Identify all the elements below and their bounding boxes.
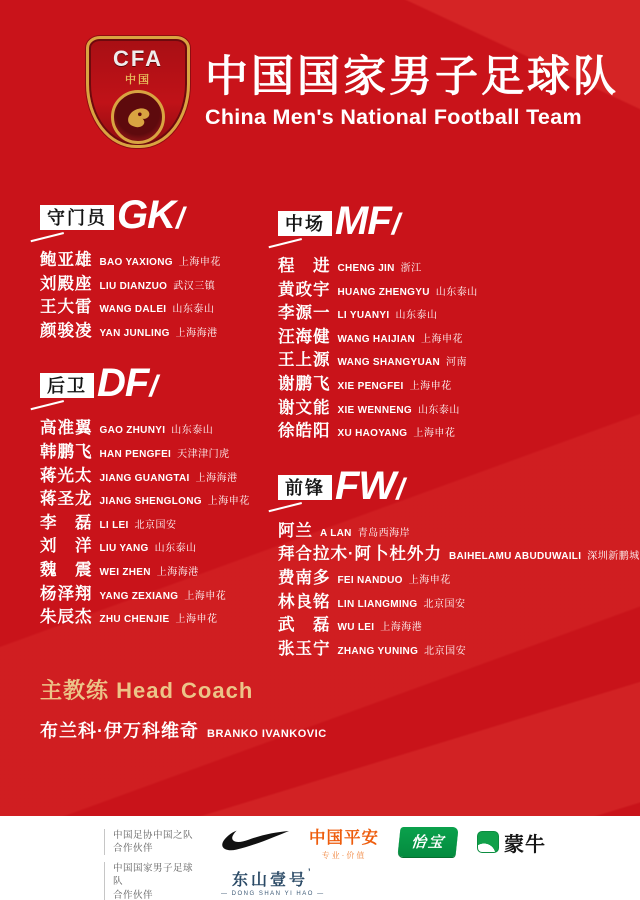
player-name-pinyin: XIE PENGFEI (337, 380, 404, 392)
player-row (40, 246, 278, 270)
section-fw-label-en: FW / (335, 469, 404, 503)
player-name-cn: 王大雷 (40, 298, 93, 317)
df-player-list (40, 414, 278, 626)
player-club: 上海申花 (175, 614, 218, 626)
player-club: 上海申花 (421, 333, 463, 345)
player-row (278, 346, 630, 370)
title-chinese: 中国国家男子足球队 (205, 53, 619, 102)
head-coach-name (40, 717, 327, 743)
dongshan-subtext: — DONG SHAN YI HAO — (221, 891, 325, 897)
section-gk-label-en: GK / (117, 198, 183, 232)
player-club: 青岛西海岸 (357, 527, 411, 539)
player-row (278, 394, 630, 418)
sponsor-row-1 (104, 824, 640, 860)
player-name-pinyin: BAIHELAMU ABUDUWAILI (449, 551, 582, 563)
player-club: 山东泰山 (395, 310, 438, 322)
dongshan-logo (221, 867, 325, 897)
player-row (278, 417, 630, 441)
player-name-pinyin: WANG DALEI (99, 304, 167, 316)
fw-player-list (278, 517, 640, 659)
player-row (40, 556, 278, 580)
section-forwards (278, 463, 640, 659)
player-club: 深圳新鹏城 (587, 551, 640, 563)
player-name-pinyin: BAO YAXIONG (99, 257, 173, 268)
player-club: 上海海港 (195, 472, 238, 484)
section-mf-label-cn: 中场 (278, 211, 332, 236)
player-row (278, 252, 630, 276)
player-row (40, 509, 278, 533)
player-name-pinyin: ZHANG YUNING (337, 645, 419, 657)
sponsor-footer (0, 816, 640, 900)
player-name-cn: 颜骏凌 (40, 321, 93, 340)
player-name-cn: 张玉宁 (278, 639, 331, 658)
player-club: 山东泰山 (171, 425, 214, 437)
player-name-cn: 蒋圣龙 (40, 490, 93, 509)
mf-player-list (278, 252, 630, 441)
player-name-pinyin: XU HAOYANG (337, 428, 408, 440)
player-club: 北京国安 (423, 598, 466, 610)
player-name-cn: 杨泽翔 (40, 584, 93, 603)
player-name-pinyin: LI LEI (99, 519, 129, 531)
player-club: 山东泰山 (435, 286, 478, 298)
player-name-pinyin: GAO ZHUNYI (99, 425, 166, 437)
player-name-pinyin: YANG ZEXIANG (99, 590, 179, 602)
player-row (40, 532, 278, 556)
head-coach-name-en: BRANKO IVANKOVIC (207, 728, 327, 740)
player-row (40, 462, 278, 486)
player-name-cn: 朱辰杰 (40, 608, 93, 627)
poster-header (86, 36, 619, 148)
player-name-pinyin: WANG HAIJIAN (337, 333, 415, 345)
player-name-pinyin: JIANG GUANGTAI (99, 472, 190, 484)
player-row (278, 588, 630, 612)
player-club: 上海海港 (175, 327, 218, 339)
cfa-crest-logo (86, 36, 190, 148)
player-row (40, 580, 278, 604)
player-club: 上海海港 (156, 566, 199, 578)
crest-cfa-text: CFA (113, 46, 163, 71)
player-name-cn: 李源一 (278, 304, 331, 323)
player-club: 上海申花 (408, 574, 451, 586)
player-name-pinyin: HAN PENGFEI (99, 448, 172, 460)
player-name-cn: 林良铭 (278, 592, 331, 611)
player-name-cn: 李 磊 (40, 513, 93, 532)
yibao-wordmark: 怡宝 (397, 827, 458, 857)
section-df-label-en: DF / (97, 366, 157, 400)
player-name-pinyin: JIANG SHENGLONG (99, 496, 202, 508)
partner-line1: 中国足协中国之队 (113, 829, 194, 841)
player-name-pinyin: A LAN (320, 527, 352, 539)
player-club: 上海海港 (380, 622, 423, 634)
player-row (278, 517, 630, 541)
section-mf-label-en: MF / (335, 204, 399, 238)
pingan-wordmark: 中国平安 (309, 828, 379, 847)
player-name-pinyin: CHENG JIN (337, 263, 395, 274)
section-defenders (40, 361, 278, 627)
player-row (278, 635, 630, 659)
player-name-pinyin: HUANG ZHENGYU (337, 286, 430, 298)
section-fw-header (278, 463, 630, 508)
pingan-logo (309, 824, 379, 861)
partner-line2: 合作伙伴 (113, 889, 154, 900)
player-row (40, 293, 278, 317)
roster-right-column (278, 196, 640, 658)
player-name-cn: 费南多 (278, 568, 331, 587)
gk-player-list (40, 246, 278, 340)
player-name-cn: 韩鹏飞 (40, 442, 93, 461)
section-df-header (40, 361, 278, 406)
player-name-pinyin: LI YUANYI (337, 310, 390, 322)
player-club: 上海申花 (409, 380, 452, 392)
section-goalkeepers (40, 193, 278, 340)
head-coach-heading: 主教练 Head Coach (40, 678, 254, 703)
player-row (278, 323, 630, 347)
player-row (278, 611, 630, 635)
player-row (40, 485, 278, 509)
player-name-cn: 魏 震 (40, 560, 93, 579)
player-club: 北京国安 (424, 645, 467, 657)
player-name-cn: 汪海健 (278, 327, 331, 346)
player-name-cn: 阿兰 (278, 521, 313, 540)
section-gk-label-cn: 守门员 (40, 205, 114, 230)
player-club: 北京国安 (134, 519, 177, 531)
section-df-label-cn: 后卫 (40, 373, 94, 398)
player-name-cn: 拜合拉木·阿卜杜外力 (278, 545, 442, 564)
player-club: 武汉三镇 (173, 280, 216, 292)
player-row (278, 540, 640, 564)
player-club: 山东泰山 (417, 404, 460, 416)
section-fw-label-cn: 前锋 (278, 475, 332, 500)
player-name-cn: 程 进 (278, 257, 331, 275)
player-name-cn: 谢文能 (278, 398, 331, 417)
head-coach-name-cn: 布兰科·伊万科维奇 (40, 721, 199, 741)
player-name-pinyin: LIU DIANZUO (99, 280, 168, 292)
nike-logo (221, 830, 289, 855)
player-row (40, 270, 278, 294)
player-club: 浙江 (400, 263, 422, 274)
section-gk-header (40, 193, 278, 237)
poster-titles (205, 54, 619, 129)
player-club: 天津津门虎 (177, 448, 230, 460)
partner-label-cfa-team (104, 829, 201, 856)
player-name-cn: 王上源 (278, 351, 331, 370)
dongshan-wordmark: 东山壹号 ’ (232, 867, 314, 890)
player-club: 上海申花 (413, 428, 456, 440)
player-name-cn: 高准翼 (40, 419, 93, 438)
player-name-cn: 黄政宇 (278, 280, 331, 299)
head-coach-block (40, 674, 327, 743)
player-club: 山东泰山 (172, 304, 215, 316)
player-name-pinyin: LIN LIANGMING (337, 598, 418, 610)
sponsor-row-2 (104, 864, 640, 900)
player-name-cn: 徐皓阳 (278, 422, 331, 441)
mengniu-icon (477, 831, 499, 853)
roster-columns (40, 193, 640, 658)
player-name-cn: 刘殿座 (40, 274, 93, 293)
player-row (278, 370, 630, 394)
player-name-pinyin: ZHU CHENJIE (99, 614, 170, 626)
player-name-cn: 鲍亚雄 (40, 251, 93, 269)
section-midfielders (278, 199, 630, 441)
player-name-pinyin: FEI NANDUO (337, 574, 403, 586)
section-mf-header (278, 199, 630, 243)
roster-left-column (40, 193, 278, 658)
player-row (40, 438, 278, 462)
player-row (40, 317, 278, 341)
player-name-pinyin: YAN JUNLING (99, 327, 170, 339)
yibao-logo (399, 827, 457, 857)
player-name-cn: 刘 洋 (40, 537, 93, 556)
player-row (40, 603, 278, 627)
partner-label-national-team (104, 862, 201, 900)
player-club: 河南 (446, 357, 468, 369)
player-row (278, 276, 630, 300)
player-name-cn: 谢鹏飞 (278, 374, 331, 393)
player-club: 上海申花 (207, 496, 250, 508)
pingan-slogan: 专业·价值 (321, 850, 367, 860)
player-name-cn: 蒋光太 (40, 466, 93, 485)
crest-china-text: 中国 (125, 74, 151, 86)
partner-line1: 中国国家男子足球队 (113, 863, 194, 888)
title-english: China Men's National Football Team (205, 104, 582, 129)
mengniu-wordmark: 蒙牛 (504, 831, 547, 856)
player-name-pinyin: WANG SHANGYUAN (337, 357, 441, 369)
player-name-pinyin: XIE WENNENG (337, 404, 412, 416)
player-row (278, 564, 630, 588)
player-club: 上海申花 (184, 590, 227, 602)
player-row (278, 299, 630, 323)
player-name-pinyin: LIU YANG (99, 543, 149, 555)
dragon-emblem-icon (111, 90, 165, 144)
player-name-pinyin: WU LEI (337, 622, 375, 634)
mengniu-logo (477, 828, 546, 857)
player-row (40, 414, 278, 438)
player-club: 上海申花 (178, 257, 221, 268)
player-name-pinyin: WEI ZHEN (99, 566, 151, 578)
player-name-cn: 武 磊 (278, 616, 331, 635)
player-club: 山东泰山 (154, 543, 197, 555)
partner-line2: 合作伙伴 (113, 843, 154, 854)
